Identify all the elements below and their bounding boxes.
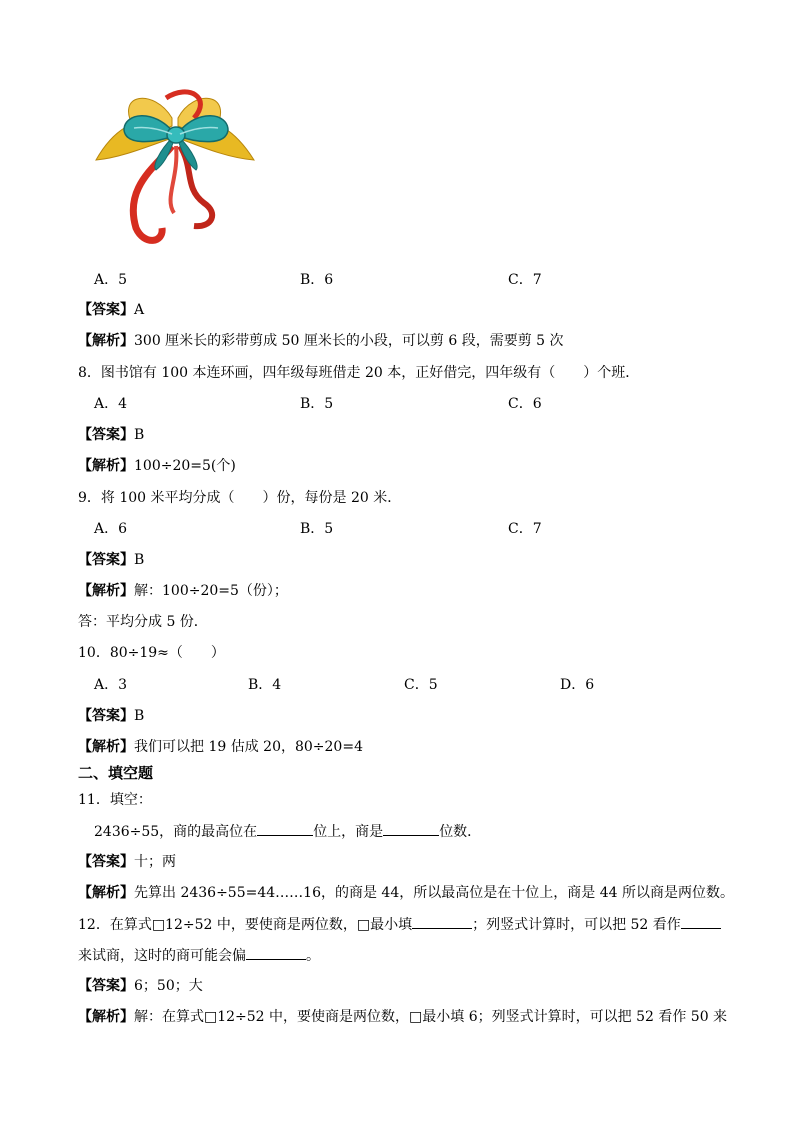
section-heading-fill-in: 二、填空题 bbox=[78, 764, 154, 782]
q12-blank-2 bbox=[681, 914, 721, 929]
q9-analysis-conclusion: 答：平均分成 5 份． bbox=[78, 614, 208, 630]
q7-analysis: 【解析】300 厘米长的彩带剪成 50 厘米长的小段，可以剪 6 段，需要剪 5 次 bbox=[78, 333, 564, 349]
q12-blank-3 bbox=[246, 945, 306, 960]
q10-question: 10．80÷19≈（ ） bbox=[78, 645, 225, 661]
q12-answer: 【答案】6；50；大 bbox=[78, 978, 203, 994]
q10-option-b: B．4 bbox=[248, 677, 282, 693]
q11-blank-1 bbox=[257, 821, 313, 836]
q12-analysis: 【解析】解：在算式□12÷52 中，要使商是两位数，□最小填 6；列竖式计算时，可以把 52 看作 50 来 bbox=[78, 1009, 728, 1025]
q11-blank-2 bbox=[383, 821, 439, 836]
q9-analysis: 【解析】解：100÷20=5（份）； bbox=[78, 583, 288, 599]
q10-option-d: D．6 bbox=[560, 677, 595, 693]
q11-answer: 【答案】十；两 bbox=[78, 854, 176, 870]
q10-option-c: C．5 bbox=[404, 677, 438, 693]
q9-answer: 【答案】B bbox=[78, 552, 145, 568]
q8-option-b: B．5 bbox=[300, 396, 334, 412]
q8-option-c: C．6 bbox=[508, 396, 542, 412]
q12-question-line2: 来试商，这时的商可能会偏 。 bbox=[78, 945, 320, 966]
q9-option-b: B．5 bbox=[300, 521, 334, 537]
q8-question: 8．图书馆有 100 本连环画，四年级每班借走 20 本，正好借完，四年级有（ ）个班． bbox=[78, 365, 640, 381]
q7-option-c: C．7 bbox=[508, 272, 542, 288]
q12-blank-1 bbox=[412, 914, 472, 929]
q11-question: 11．填空： bbox=[78, 792, 152, 808]
q12-question-line1: 12．在算式□12÷52 中，要使商是两位数，□最小填 ；列竖式计算时，可以把 52 看作 bbox=[78, 914, 721, 935]
q9-option-c: C．7 bbox=[508, 521, 542, 537]
q8-answer: 【答案】B bbox=[78, 427, 145, 443]
q10-answer: 【答案】B bbox=[78, 708, 145, 724]
ribbon-bow-image bbox=[94, 88, 256, 248]
q8-analysis: 【解析】100÷20=5(个) bbox=[78, 458, 236, 474]
q11-body: 2436÷55，商的最高位在 位上，商是 位数． bbox=[94, 821, 481, 842]
q7-option-a: A．5 bbox=[94, 272, 128, 288]
q7-answer: 【答案】A bbox=[78, 302, 145, 318]
q8-option-a: A．4 bbox=[94, 396, 128, 412]
q7-option-b: B．6 bbox=[300, 272, 334, 288]
q10-analysis: 【解析】我们可以把 19 估成 20，80÷20=4 bbox=[78, 739, 363, 755]
q11-analysis: 【解析】先算出 2436÷55=44……16，的商是 44，所以最高位是在十位上，商是 44 所以商是两位数。 bbox=[78, 885, 734, 901]
q9-question: 9．将 100 米平均分成（ ）份，每份是 20 米． bbox=[78, 490, 402, 506]
q9-option-a: A．6 bbox=[94, 521, 128, 537]
q10-option-a: A．3 bbox=[94, 677, 128, 693]
